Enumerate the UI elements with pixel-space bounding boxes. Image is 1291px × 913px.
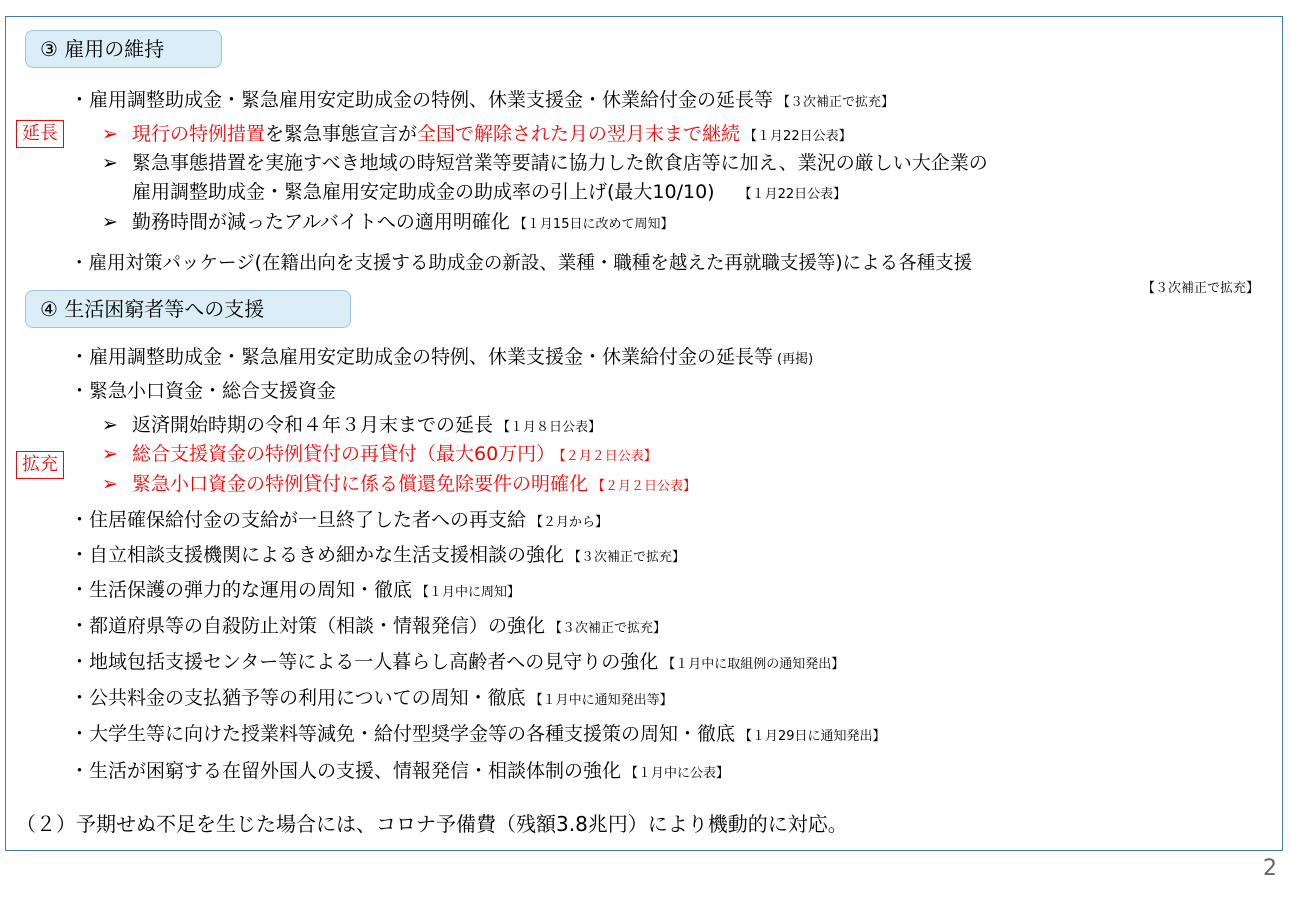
arrow-icon: ➢ [102,152,118,174]
s3-arrow-2-line-2: 雇用調整助成金・緊急雇用安定助成金の助成率の引上げ(最大10/10) [132,181,715,203]
s4-item-8 [70,759,729,786]
s3-bullet-2: ・雇用対策パッケージ(在籍出向を支援する助成金の新設、業種・職種を越えた再就職支援等)による各種支援 [70,253,973,274]
s3-arrow-1-tag: 【１月22日公表】 [744,129,852,144]
s3-arrow-3-tag: 【１月15日に改めて周知】 [513,217,674,232]
arrow-icon: ➢ [102,443,118,465]
s4-item-2 [70,543,685,570]
s4-item-text: ・住居確保給付金の支給が一旦終了した者への再支給 [70,509,527,531]
s4-item-text: ・地域包括支援センター等による一人暮らし高齢者への見守りの強化 [70,651,659,673]
s4-bullet-1 [70,345,813,372]
arrow-icon: ➢ [102,414,118,436]
extension-label: 延長 [16,120,64,148]
s4-item-6 [70,686,673,713]
s4-bullet-1-text: ・雇用調整助成金・緊急雇用安定助成金の特例、休業支援金・休業給付金の延長等 [70,346,774,368]
s3-bullet-1-text: ・雇用調整助成金・緊急雇用安定助成金の特例、休業支援金・休業給付金の延長等 [70,89,774,111]
s4-arrow-3-tag: 【２月２日公表】 [592,479,697,494]
s4-item-tag: 【１月中に通知発出等】 [529,693,673,708]
s3-arrow-1-red-b: 全国で解除された月の翌月末まで継続 [417,123,741,145]
arrow-icon: ➢ [102,473,118,495]
s4-item-tag: 【１月中に取組例の通知発出】 [662,657,845,672]
section-4-header: ④ 生活困窮者等への支援 [25,290,351,328]
s3-arrow-1-red-a: 現行の特例措置 [132,123,266,145]
s4-arrow-2-text: 総合支援資金の特例貸付の再貸付（最大60万円） [132,443,556,465]
s4-item-text: ・自立相談支援機関によるきめ細かな生活支援相談の強化 [70,544,565,566]
section-3-header: ③ 雇用の維持 [25,30,222,68]
s3-bullet-1-tag: 【３次補正で拡充】 [777,95,895,110]
s3-arrow-2 [102,151,988,175]
s4-item-text: ・大学生等に向けた授業料等減免・給付型奨学金等の各種支援策の周知・徹底 [70,723,736,745]
s4-arrow-1 [102,413,601,440]
s4-arrow-1-tag: 【１月８日公表】 [497,420,602,435]
s3-arrow-2-line-1: 緊急事態措置を実施すべき地域の時短営業等要請に協力した飲食店等に加え、業況の厳しい大企業の [132,152,988,174]
s4-bullet-1-tag: (再掲) [777,352,814,367]
s4-item-5 [70,650,844,677]
s4-arrow-3 [102,472,696,499]
s4-item-text: ・生活が困窮する在留外国人の支援、情報発信・相談体制の強化 [70,760,622,782]
s4-bullet-2: ・緊急小口資金・総合支援資金 [70,380,337,402]
s3-arrow-3-text: 勤務時間が減ったアルバイトへの適用明確化 [132,211,510,233]
s3-arrow-2-cont [132,180,846,207]
s3-bullet-2-tag: 【３次補正で拡充】 [1141,281,1259,296]
s4-arrow-3-text: 緊急小口資金の特例貸付に係る償還免除要件の明確化 [132,473,589,495]
s4-item-text: ・都道府県等の自殺防止対策（相談・情報発信）の強化 [70,615,546,637]
s4-item-text: ・公共料金の支払猶予等の利用についての周知・徹底 [70,687,526,709]
arrow-icon: ➢ [102,211,118,233]
s4-item-tag: 【１月中に周知】 [416,585,521,600]
s4-item-tag: 【３次補正で拡充】 [549,621,667,636]
s3-arrow-2-tag: 【１月22日公表】 [738,187,847,202]
expansion-label: 拡充 [16,451,64,479]
s4-item-text: ・生活保護の弾力的な運用の周知・徹底 [70,579,413,601]
s4-item-7 [70,722,886,749]
s4-item-4 [70,614,666,641]
s4-item-3 [70,578,520,605]
s3-arrow-1-mid: を緊急事態宣言が [265,123,418,145]
s4-item-tag: 【１月中に公表】 [625,766,730,781]
s4-arrow-1-text: 返済開始時期の令和４年３月末までの延長 [132,414,494,436]
s3-arrow-3 [102,210,673,237]
arrow-icon: ➢ [102,123,118,145]
s4-item-1 [70,508,608,535]
page-number: 2 [1263,856,1277,881]
s4-arrow-2 [102,442,657,469]
s4-item-tag: 【２月から】 [530,515,609,530]
s3-arrow-1 [102,122,852,149]
s3-bullet-1 [70,88,894,115]
s4-item-tag: 【１月29日に通知発出】 [739,729,886,744]
footer-note: （２）予期せぬ不足を生じた場合には、コロナ予備費（残額3.8兆円）により機動的に対応。 [16,812,848,836]
s4-item-tag: 【３次補正で拡充】 [568,550,686,565]
s4-arrow-2-tag: 【２月２日公表】 [559,449,657,464]
